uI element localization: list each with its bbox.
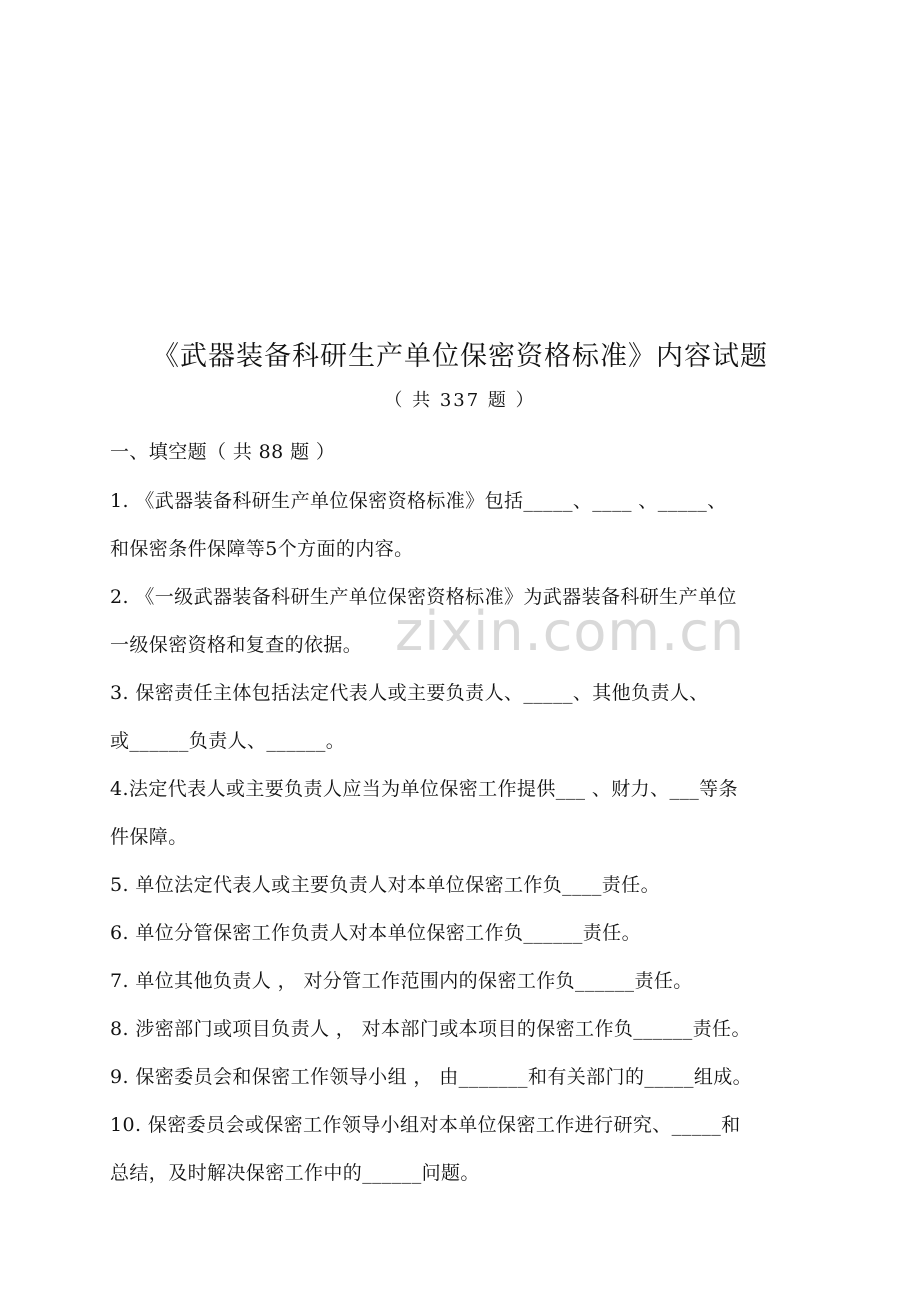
question-line: 8. 涉密部门或项目负责人 ， 对本部门或本项目的保密工作负______责任。 (110, 1018, 751, 1040)
section-heading: 一、填空题（ 共 88 题 ） (110, 441, 336, 463)
question-line: 或______负责人、______。 (110, 730, 346, 752)
question-line: 一级保密资格和复查的依据。 (110, 634, 363, 656)
question-line: 2. 《一级武器装备科研生产单位保密资格标准》为武器装备科研生产单位 (110, 586, 737, 608)
question-line: 总结，及时解决保密工作中的______问题。 (110, 1162, 480, 1184)
watermark: zixin.com.cn (395, 600, 746, 663)
question-line: 10. 保密委员会或保密工作领导小组对本单位保密工作进行研究、_____和 (110, 1114, 741, 1136)
question-line: 1. 《武器装备科研生产单位保密资格标准》包括_____、____ 、_____、 (110, 490, 727, 512)
question-line: 和保密条件保障等5个方面的内容。 (110, 538, 414, 560)
question-line: 9. 保密委员会和保密工作领导小组 ， 由_______和有关部门的_____组成。 (110, 1066, 753, 1088)
document-subtitle: （ 共 337 题 ） (384, 390, 536, 411)
document-title: 《武器装备科研生产单位保密资格标准》内容试题 (152, 341, 768, 372)
question-line: 6. 单位分管保密工作负责人对本单位保密工作负______责任。 (110, 922, 641, 944)
question-line: 5. 单位法定代表人或主要负责人对本单位保密工作负____责任。 (110, 874, 660, 896)
question-line: 3. 保密责任主体包括法定代表人或主要负责人、_____、其他负责人、 (110, 682, 709, 704)
question-line: 件保障。 (110, 826, 188, 848)
question-line: 4.法定代表人或主要负责人应当为单位保密工作提供___ 、财力、___等条 (110, 778, 738, 800)
question-line: 7. 单位其他负责人 ， 对分管工作范围内的保密工作负______责任。 (110, 970, 693, 992)
